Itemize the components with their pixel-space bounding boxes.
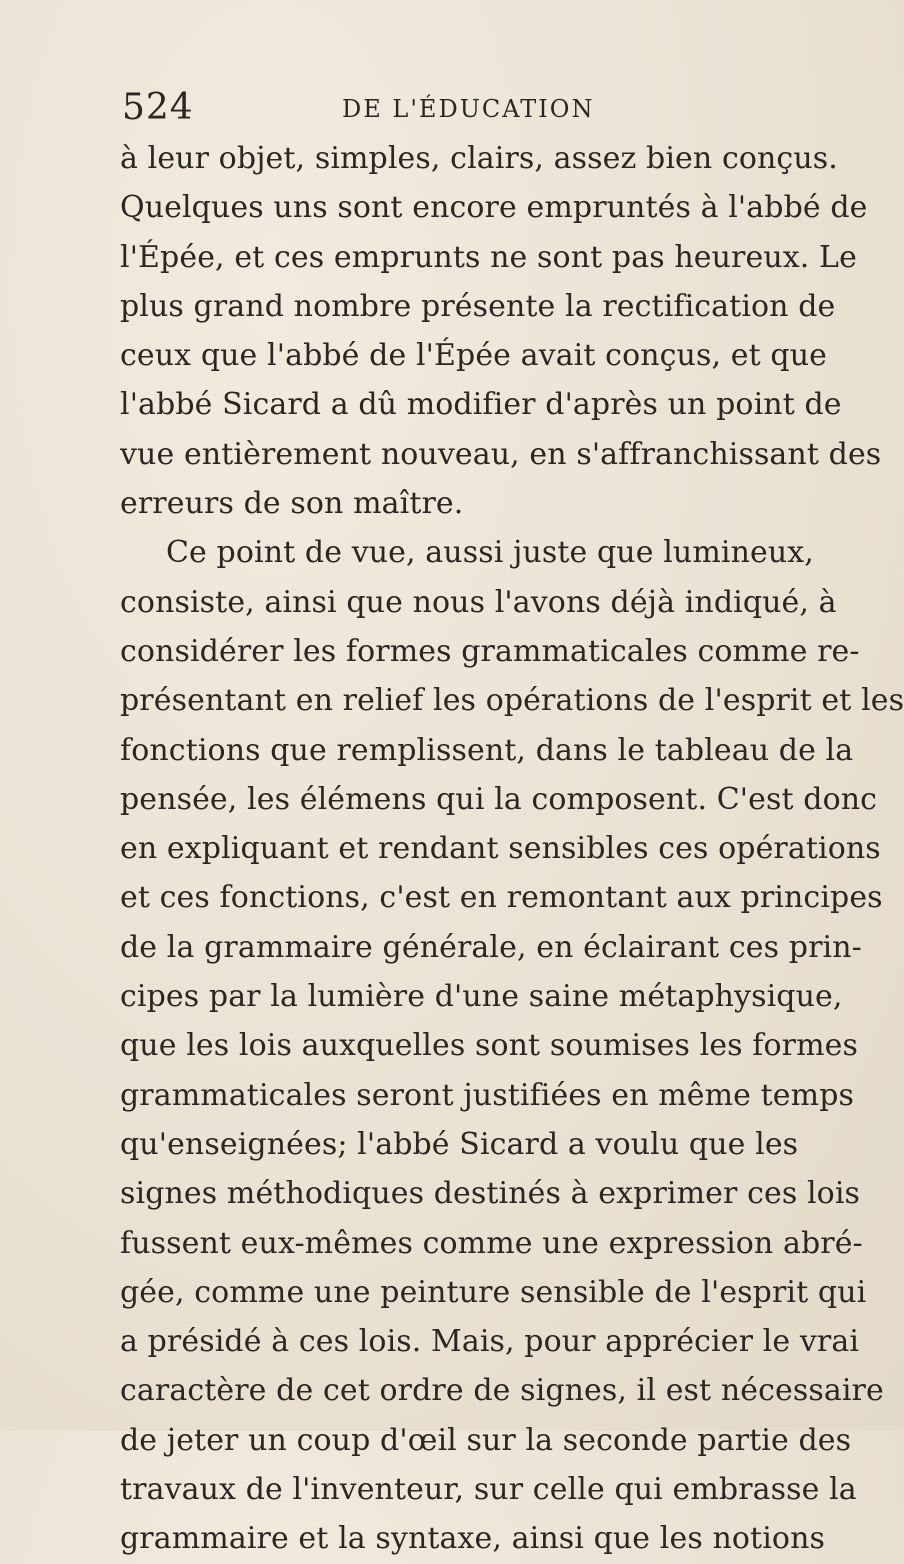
running-title: DE L'ÉDUCATION xyxy=(342,95,595,123)
page-number: 524 xyxy=(122,87,194,128)
text-line: cipes par la lumière d'une saine métaphysique, xyxy=(120,979,843,1015)
text-line: de la grammaire générale, en éclairant ces prin- xyxy=(120,929,862,965)
text-line: que les lois auxquelles sont soumises les formes xyxy=(120,1028,859,1064)
text-line: l'abbé Sicard a dû modifier d'après un point de xyxy=(120,387,842,423)
text-line: fussent eux-mêmes comme une expression abré- xyxy=(120,1225,863,1261)
text-line: et ces fonctions, c'est en remontant aux principes xyxy=(120,880,883,916)
text-line: signes méthodiques destinés à exprimer ces lois xyxy=(120,1176,861,1212)
text-line: l'Épée, et ces emprunts ne sont pas heureux. Le xyxy=(120,239,857,275)
text-line: grammaticales seront justifiées en même temps xyxy=(120,1077,855,1113)
text-line: plus grand nombre présente la rectification de xyxy=(120,288,836,324)
text-line: vue entièrement nouveau, en s'affranchissant des xyxy=(120,436,882,472)
text-line: caractère de cet ordre de signes, il est nécessaire xyxy=(120,1373,884,1409)
text-line: considérer les formes grammaticales comme re- xyxy=(120,633,860,669)
text-line: travaux de l'inventeur, sur celle qui embrasse la xyxy=(120,1472,857,1508)
text-line: a présidé à ces lois. Mais, pour apprécier le vrai xyxy=(120,1324,860,1360)
text-line: qu'enseignées; l'abbé Sicard a voulu que les xyxy=(120,1126,799,1162)
text-line: fonctions que remplissent, dans le tableau de la xyxy=(120,732,854,768)
text-line: pensée, les élémens qui la composent. C'est donc xyxy=(120,781,878,817)
text-line: Ce point de vue, aussi juste que lumineux, xyxy=(166,535,814,571)
text-line: à leur objet, simples, clairs, assez bien conçus. xyxy=(120,141,838,176)
text-line: présentant en relief les opérations de l'esprit et les xyxy=(120,683,904,719)
text-line: Quelques uns sont encore empruntés à l'abbé de xyxy=(120,190,868,226)
text-line: erreurs de son maître. xyxy=(120,486,464,522)
text-line: de jeter un coup d'œil sur la seconde partie des xyxy=(120,1422,852,1458)
text-line: grammaire et la syntaxe, ainsi que les notions xyxy=(120,1521,825,1557)
text-line: ceux que l'abbé de l'Épée avait conçus, et que xyxy=(120,338,827,374)
text-line: gée, comme une peinture sensible de l'esprit qui xyxy=(120,1274,867,1310)
text-line: en expliquant et rendant sensibles ces opérations xyxy=(120,831,881,867)
running-head xyxy=(110,86,750,130)
body-text xyxy=(120,134,904,1564)
text-line: consiste, ainsi que nous l'avons déjà indiqué, à xyxy=(120,584,837,620)
